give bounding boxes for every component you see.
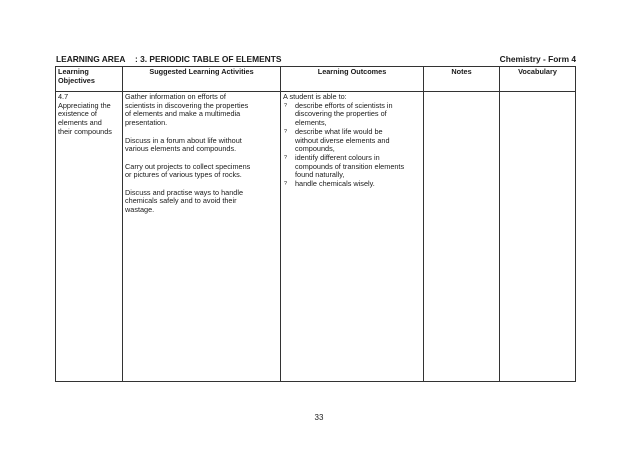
activity-line: presentation.	[125, 118, 168, 128]
outcome-line: elements,	[295, 118, 327, 128]
activity-paragraph	[125, 163, 278, 180]
column-header-suggested-activities: Suggested Learning Activities	[123, 67, 281, 92]
outcome-line: found naturally,	[295, 170, 345, 180]
learning-area-label: LEARNING AREA	[56, 54, 126, 64]
bullet-icon: ?	[284, 181, 288, 188]
activity-paragraph	[125, 189, 278, 215]
outcome-line: identify different colours in	[295, 152, 380, 162]
activity-line: Gather information on efforts of	[125, 92, 226, 101]
table-header-row	[56, 67, 576, 92]
table-row	[56, 92, 576, 382]
column-header-learning-outcomes: Learning Outcomes	[281, 67, 424, 92]
column-header-notes: Notes	[424, 67, 500, 92]
cell-learning-objective	[56, 92, 123, 382]
cell-vocabulary	[500, 92, 576, 382]
objective-line: existence of	[58, 109, 97, 119]
bullet-icon: ?	[284, 128, 288, 135]
outcome-line: describe efforts of scientists in	[295, 100, 393, 110]
list-item	[283, 128, 421, 154]
outcome-line: describe what life would be	[295, 126, 383, 136]
cell-learning-outcomes	[281, 92, 424, 382]
learning-area-title: : 3. PERIODIC TABLE OF ELEMENTS	[135, 54, 282, 64]
bullet-icon: ?	[284, 154, 288, 161]
column-header-learning-objectives: Learning Objectives	[56, 67, 123, 92]
objective-line: Appreciating the	[58, 100, 111, 110]
list-item	[283, 180, 421, 189]
activity-paragraph	[125, 93, 278, 128]
page-number: 33	[314, 413, 324, 422]
activity-line: various elements and compounds.	[125, 144, 237, 154]
objective-line: elements and	[58, 118, 102, 128]
bullet-icon: ?	[284, 102, 288, 109]
outcomes-intro: A student is able to:	[283, 92, 347, 101]
cell-suggested-activities	[123, 92, 281, 382]
list-item	[283, 154, 421, 180]
column-header-vocabulary: Vocabulary	[500, 67, 576, 92]
cell-notes	[424, 92, 500, 382]
activity-line: chemicals safely and to avoid their	[125, 196, 237, 206]
activity-line: scientists in discovering the properties	[125, 100, 249, 110]
activity-paragraph	[125, 137, 278, 154]
activity-line: or pictures of various types of rocks.	[125, 170, 242, 180]
outcomes-list	[283, 102, 421, 189]
activity-line: of elements and make a multimedia	[125, 109, 241, 119]
activity-line: Discuss and practise ways to handle	[125, 187, 244, 197]
activity-line: Carry out projects to collect specimens	[125, 161, 251, 171]
outcome-line: handle chemicals wisely.	[295, 179, 375, 189]
subject-label: Chemistry - Form 4	[499, 54, 576, 64]
outcome-line: without diverse elements and	[295, 135, 390, 145]
list-item	[283, 102, 421, 128]
activity-line: wastage.	[125, 205, 155, 215]
objective-number: 4.7	[58, 92, 69, 101]
syllabus-table	[55, 66, 576, 382]
outcome-line: compounds of transition elements	[295, 161, 405, 171]
objective-line: their compounds	[58, 126, 112, 136]
outcome-line: compounds,	[295, 144, 335, 154]
outcome-line: discovering the properties of	[295, 109, 387, 119]
activity-line: Discuss in a forum about life without	[125, 135, 242, 145]
